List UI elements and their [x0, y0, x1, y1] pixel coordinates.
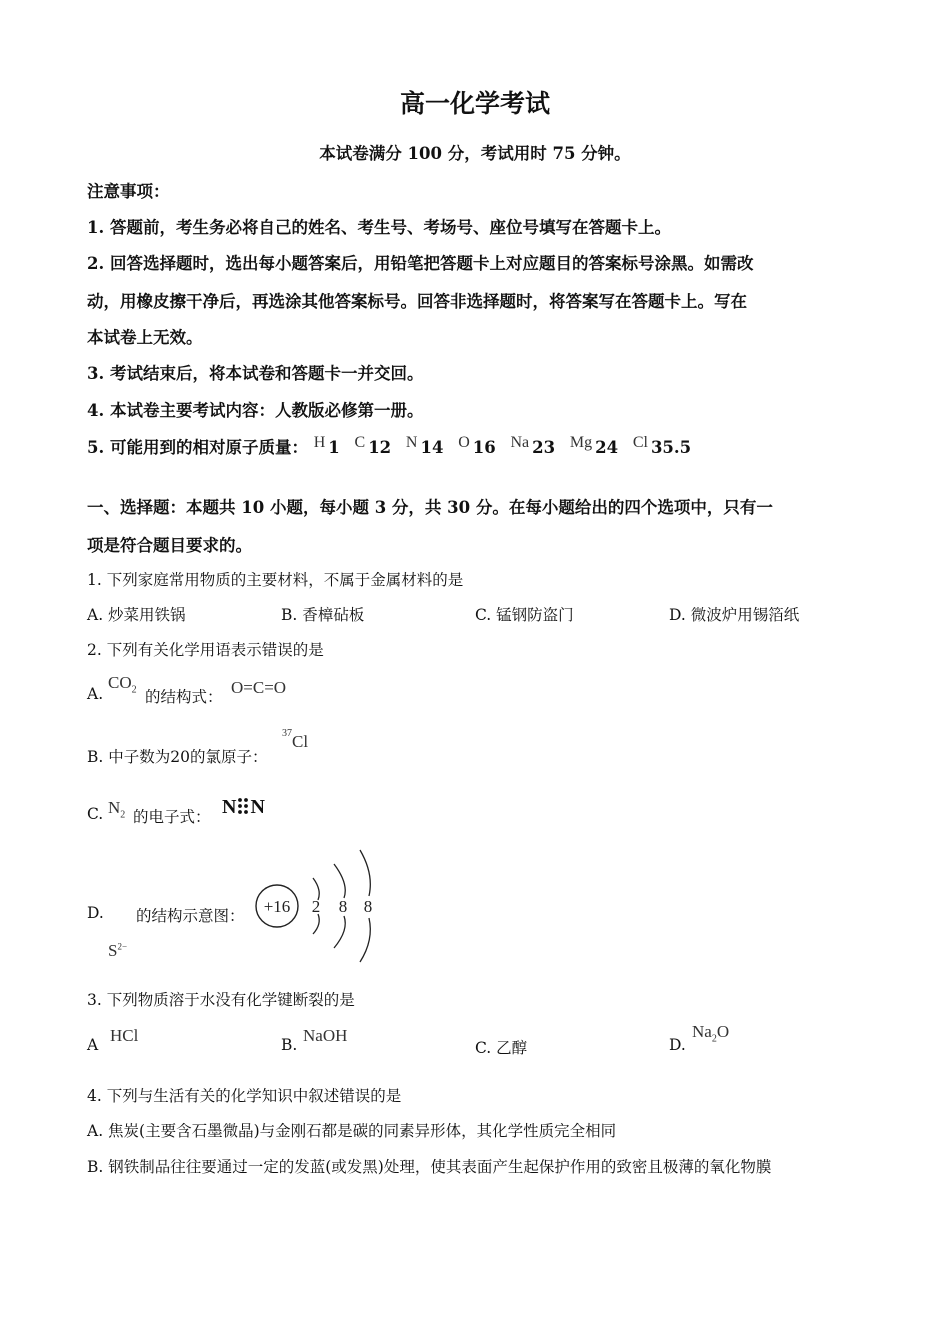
- q4-option-b: B. 钢铁制品往往要通过一定的发蓝(或发黑)处理，使其表面产生起保护作用的致密且极薄的氧化物膜: [87, 1158, 772, 1176]
- q2-a-struct: O=C=O: [231, 678, 287, 697]
- notice-item-5: [87, 434, 700, 458]
- mass-c: C 12: [354, 434, 392, 457]
- notice-item-1: 1. 答题前，考生务必将自己的姓名、考生号、考场号、座位号填写在答题卡上。: [87, 218, 671, 237]
- q2-d-ion: $S^{2-}$: [108, 941, 128, 960]
- q2-option-b: B. 中子数为20的氯原子：: [87, 748, 268, 766]
- q3-stem: 3. 下列物质溶于水没有化学键断裂的是: [87, 991, 355, 1009]
- mass-o: O 16: [458, 434, 496, 457]
- q4-stem: 4. 下列与生活有关的化学知识中叙述错误的是: [87, 1087, 402, 1105]
- section1-heading: 一、选择题：本题共 10 小题，每小题 3 分，共 30 分。在每小题给出的四个选项中，只有一: [87, 498, 773, 517]
- notice-item-2-end: 本试卷上无效。: [87, 328, 203, 347]
- q2-b-isotope: $^{37}$Cl: [282, 728, 309, 751]
- q2-c-formula: $N_2$: [108, 798, 126, 821]
- q1-option-c: C. 锰钢防盗门: [475, 606, 574, 624]
- q2-d-text: 的结构示意图：: [136, 907, 245, 925]
- shell-arc-3-bottom: [360, 918, 370, 962]
- q2-option-c: C.: [87, 805, 104, 823]
- shell-2-electrons: 8: [338, 897, 348, 916]
- q1-option-a: A. 炒菜用铁锅: [87, 606, 186, 624]
- mass-cl: Cl 35.5: [632, 434, 692, 457]
- shell-arc-2-bottom: [334, 916, 345, 948]
- exam-subtitle: 本试卷满分 100 分，考试用时 75 分钟。: [319, 144, 631, 163]
- q1-option-b: B. 香樟砧板: [281, 606, 365, 624]
- q3-d-formula: $Na_2O$: [692, 1022, 730, 1045]
- mass-n: N 14: [405, 434, 444, 457]
- notice-item-4: 4. 本试卷主要考试内容：人教版必修第一册。: [87, 401, 424, 420]
- q3-option-d: D.: [669, 1036, 686, 1054]
- mass-h: H 1: [313, 434, 340, 457]
- notice-item-2-cont: 动，用橡皮擦干净后，再选涂其他答案标号。回答非选择题时，将答案写在答题卡上。写在: [87, 292, 747, 311]
- notice-heading: 注意事项：: [87, 182, 170, 201]
- q3-a-formula: HCl: [110, 1026, 139, 1045]
- mass-mg: Mg 24: [569, 434, 619, 457]
- shell-arc-2-top: [334, 864, 345, 898]
- nucleus-charge: +16: [263, 897, 291, 916]
- q1-stem: 1. 下列家庭常用物质的主要材料，不属于金属材料的是: [87, 571, 464, 589]
- mass-na: Na 23: [510, 434, 556, 457]
- q2-a-formula: $CO_2$: [108, 673, 137, 696]
- q2-stem: 2. 下列有关化学用语表示错误的是: [87, 641, 324, 659]
- shell-arc-3-top: [360, 850, 370, 896]
- shell-3-electrons: 8: [363, 897, 373, 916]
- shell-arc-1-bottom: [313, 914, 319, 934]
- exam-title: 高一化学考试: [399, 89, 550, 118]
- q3-option-b: B.: [281, 1036, 298, 1054]
- q2-c-text: 的电子式：: [133, 808, 211, 826]
- q3-b-formula: NaOH: [303, 1026, 348, 1045]
- shell-1-electrons: 2: [311, 897, 321, 916]
- q3-option-c: C. 乙醇: [475, 1039, 528, 1057]
- n2-electron-formula: N N: [222, 796, 265, 818]
- notice-item-3: 3. 考试结束后，将本试卷和答题卡一并交回。: [87, 364, 424, 383]
- q2-a-text: 的结构式：: [145, 688, 223, 706]
- q4-option-a: A. 焦炭(主要含石墨微晶)与金刚石都是碳的同素异形体，其化学性质完全相同: [87, 1122, 617, 1140]
- q2-option-d: D.: [87, 904, 104, 922]
- q1-option-d: D. 微波炉用锡箔纸: [669, 606, 800, 624]
- q3-option-a: A: [87, 1036, 99, 1054]
- section1-heading-cont: 项是符合题目要求的。: [87, 536, 252, 555]
- mass-prefix: 5. 可能用到的相对原子质量：: [87, 438, 308, 457]
- q2-option-a: A.: [87, 685, 104, 703]
- triple-bond-dots-icon: [236, 797, 250, 815]
- sulfide-ion-structure-diagram: [250, 848, 390, 964]
- notice-item-2: 2. 回答选择题时，选出每小题答案后，用铅笔把答题卡上对应题目的答案标号涂黑。如需改: [87, 254, 754, 273]
